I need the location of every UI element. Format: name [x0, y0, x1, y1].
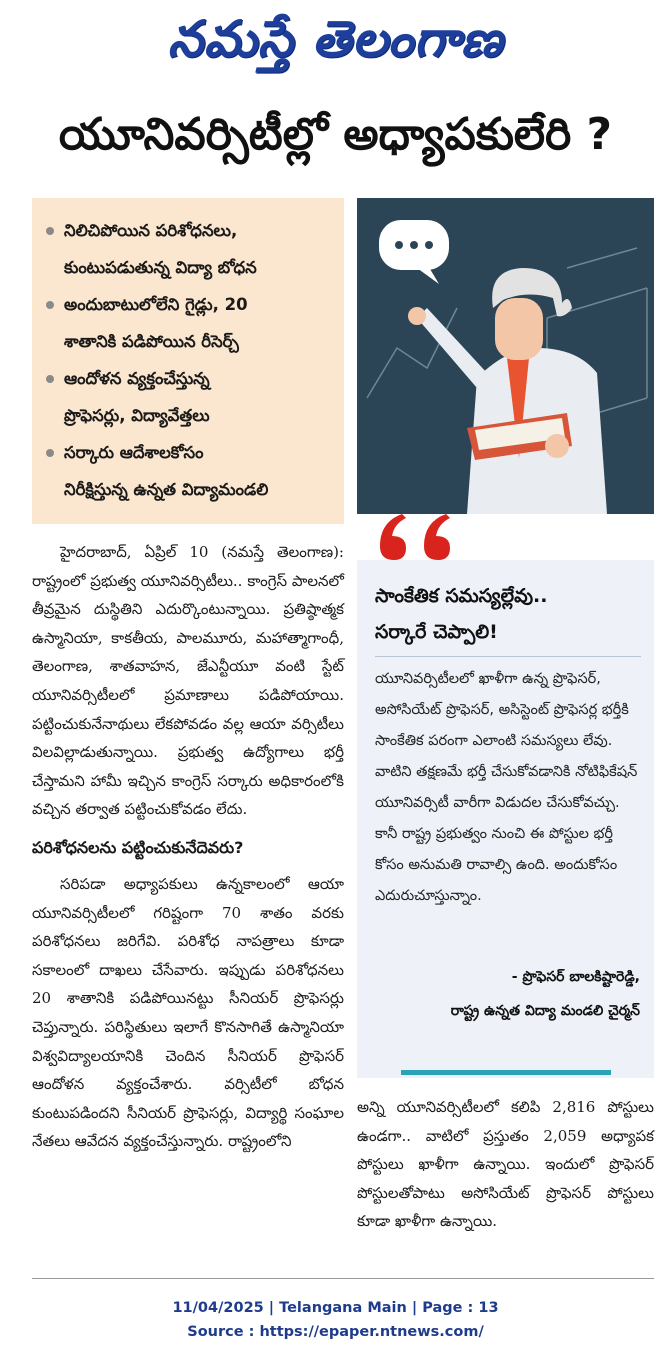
quote-signature [372, 960, 640, 1028]
footer-divider [32, 1278, 654, 1279]
article-subhead: పరిశోధనలను పట్టించుకునేదెవరు? [32, 837, 244, 857]
bullet-dot-icon [46, 449, 54, 457]
highlight-item: నిలిచిపోయిన పరిశోధనలు, కుంటుపడుతున్న విద్యా బోధన [46, 212, 334, 286]
teacher-with-book-icon [357, 198, 654, 514]
highlight-item: అందుబాటులోలేని గైడ్లు, 20 శాతానికి పడిపోయిన రీసెర్చ్ [46, 286, 334, 360]
article-body [32, 538, 344, 1156]
quote-designation: రాష్ట్ర ఉన్నత విద్యా మండలి చైర్మన్ [450, 1003, 640, 1019]
masthead [0, 0, 671, 90]
quote-title: సాంకేతిక సమస్యల్లేవు.. సర్కారే చెప్పాలి! [375, 585, 548, 643]
bullet-dot-icon [46, 375, 54, 383]
quote-body: యూనివర్సిటీలలో ఖాళీగా ఉన్న ప్రొఫెసర్, అసోసియేట్ ప్రొఫెసర్, అసిస్టెంట్ ప్రొఫెసర్ల భర్తీకి సాంకేతిక పరంగా ఎలాంటి సమస్యలు లేవు. వాటిని తక్షణమే భర్తీ చేసుకోవడానికి నోటిఫికేషన్ యూనివర్సిటీ వారీగా విడుదల చేసుకోవచ్చు. కానీ రాష్ట్ర ప్రభుత్వం నుంచి ఈ పోస్టుల భర్తీ కోసం అనుమతి రావాల్సి ఉంది. అందుకోసం ఎదురుచూస్తున్నాం. [375, 671, 638, 904]
accent-bar [401, 1070, 611, 1075]
quote-divider [375, 656, 641, 657]
footer-edition: 11/04/2025 | Telangana Main | Page : 13 [172, 1300, 499, 1316]
bullet-dot-icon [46, 227, 54, 235]
headline: యూనివర్సిటీల్లో అధ్యాపకులేరి ? [58, 109, 613, 160]
masthead-title: నమస్తే తెలంగాణ [167, 9, 504, 68]
highlight-item: సర్కారు ఆదేశాలకోసం నిరీక్షిస్తున్న ఉన్నత విద్యామండలి [46, 434, 334, 508]
bullet-dot-icon [46, 301, 54, 309]
footer [0, 1296, 671, 1344]
quote-box [357, 560, 654, 1078]
article-paragraph: సరిపడా అధ్యాపకులు ఉన్నకాలంలో ఆయా యూనివర్సిటీలలో గరిష్టంగా 70 శాతం వరకు పరిశోధనలు జరిగేవి. పరిశోధ నాపత్రాలు కూడా సకాలంలో దాఖలు చేసేవారు. ఇప్పుడు పరిశోధనలు 20 శాతానికి పడిపోయినట్టు సీనియర్ ప్రొఫెసర్లు చెప్తున్నారు. పరిస్థితులు ఇలాగే కొనసాగితే ఉస్మానియా విశ్వవిద్యాలయానికి చెందిన సీనియర్ ప్రొఫెసర్ ఆందోళన వ్యక్తంచేశారు. వర్సిటీలో బోధన కుంటుపడిందని సీనియర్ ప్రొఫెసర్లు, విద్యార్థి సంఘాల నేతలు ఆవేదన వ్యక్తంచేస్తున్నారు. రాష్ట్రంలోని [32, 874, 344, 1151]
professor-illustration [357, 198, 654, 514]
footer-source: Source : https://epaper.ntnews.com/ [187, 1324, 484, 1340]
article-continuation: అన్ని యూనివర్సిటీలలో కలిపి 2,816 పోస్టులు ఉండగా.. వాటిలో ప్రస్తుతం 2,059 అధ్యాపక పోస్టులు ఖాళీగా ఉన్నాయి. ఇందులో ప్రొఫెసర్ పోస్టులతోపాటు అసోసియేట్ ప్రొఫెసర్ పోస్టులు కూడా ఖాళీగా ఉన్నాయి. [357, 1098, 654, 1230]
quote-marks-icon [372, 508, 472, 568]
highlight-item: ఆందోళన వ్యక్తంచేస్తున్న ప్రొఫెసర్లు, విద్యావేత్తలు [46, 360, 334, 434]
quote-author: - ప్రొఫెసర్ బాలకిష్టారెడ్డి, [511, 969, 640, 985]
article-intro: హైదరాబాద్, ఏప్రిల్ 10 (నమస్తే తెలంగాణ): రాష్ట్రంలో ప్రభుత్వ యూనివర్సిటీలు.. కాంగ్రెస్ పాలనలో తీవ్రమైన దుస్థితిని ఎదుర్కొంటున్నాయి. ప్రతిష్ఠాత్మక ఉస్మానియా, కాకతీయ, పాలమూరు, మహాత్మాగాంధీ, తెలంగాణ, శాతవాహన, జేఎన్టీయూ వంటి స్టేట్ యూనివర్సిటీలలో ప్రమాణాలు పడిపోయాయి. పట్టించుకునేనాథులు లేకపోవడం వల్ల ఆయా వర్సిటీలు విలవిల్లాడుతున్నాయి. ప్రభుత్వ ఉద్యోగాలు భర్తీ చేస్తామని హామీ ఇచ్చిన కాంగ్రెస్ సర్కారు అధికారంలోకి వచ్చిన తర్వాత పట్టించుకోవడం లేదు. [32, 543, 344, 819]
highlights-box [32, 198, 344, 524]
